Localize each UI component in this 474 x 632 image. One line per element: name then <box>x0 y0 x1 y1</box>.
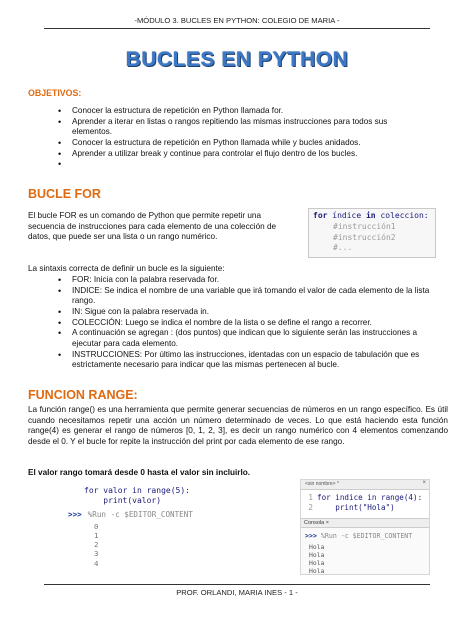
header-divider <box>44 28 430 29</box>
page-title: BUCLES EN PYTHON <box>125 48 349 71</box>
code-line: print("Hola") <box>317 503 395 513</box>
output-line: 4 <box>94 558 99 568</box>
code-variable: índice <box>327 211 366 220</box>
list-item: • Conocer la estructura de repetición en Python llamada for. <box>58 106 428 117</box>
run-text: %Run -c $EDITOR_CONTENT <box>87 509 193 519</box>
code-collection: coleccion: <box>375 211 429 220</box>
close-icon[interactable]: × <box>422 480 426 486</box>
line-number-gutter <box>303 493 317 516</box>
list-item: • INDICE: Se indica el nombre de una variable que irá tomando el valor de cada elemento de la lista rango. <box>58 286 434 307</box>
code-keyword-in: in <box>365 211 376 220</box>
code-comment: #instrucción1 <box>333 221 396 231</box>
output-line: 3 <box>94 549 99 559</box>
output-line: 0 <box>94 521 99 531</box>
output-line: 2 <box>94 540 99 550</box>
syntax-intro: La sintaxis correcta de definir un bucle es la siguiente: <box>28 264 225 273</box>
output-line: Hola <box>309 542 325 551</box>
list-item: • COLECCIÓN: Luego se indica el nombre de la lista o se define el rango a recorrer. <box>58 318 434 329</box>
funcion-range-heading: FUNCION RANGE: <box>28 388 138 402</box>
shell-prompt: >>> <box>305 532 317 540</box>
editor-tab[interactable] <box>301 480 429 490</box>
line-number: 2 <box>308 503 313 513</box>
for-syntax-code-box <box>308 208 436 258</box>
funcion-range-paragraph: La función range() es una herramienta que permite generar secuencias de números en un rango específico. Es útil cuando necesitamos repetir una acción un número determinado de veces. Lo que está haciendo esta función range(4) es generar el rango de números [0, 1, 2, 3], es decir un rango numérico con 4 elementos comenzando desde el 0. Y el bucle for repite la instrucción del print por cada elemento de ese rango. <box>28 405 448 446</box>
code-editor[interactable] <box>301 490 429 518</box>
objetivos-list <box>58 106 428 169</box>
line-number: 1 <box>308 493 313 502</box>
list-item: • FOR: Inicia con la palabra reservada for. <box>58 275 434 286</box>
example-range-5-panel <box>68 486 248 574</box>
shell-prompt: >>> <box>68 509 82 519</box>
objetivos-heading: OBJETIVOS: <box>28 88 82 98</box>
run-command <box>301 528 429 541</box>
code-keyword-for: for <box>313 211 328 220</box>
console-tab[interactable]: Consola × <box>301 518 429 528</box>
bucle-for-intro: El bucle FOR es un comando de Python que permite repetir una secuencia de instrucciones para cada elemento de una colección de datos, que puede ser una lista o un rango numérico. <box>28 211 277 242</box>
run-text: %Run -c $EDITOR_CONTENT <box>320 532 413 540</box>
list-item: • Conocer la estructura de repetición en Python llamada while y bucles anidados. <box>58 138 428 149</box>
list-item: • Aprender a iterar en listas o rangos repitiendo las mismas instrucciones para todos sus elementos. <box>58 117 428 138</box>
code-comment: #instrucción2 <box>333 232 396 242</box>
page-footer: PROF. ORLANDI, MARIA INES - 1 - <box>176 588 298 597</box>
output-line: Hola <box>309 566 325 575</box>
run-command <box>68 510 248 520</box>
editor-tab-label: <sin nombre> * <box>305 481 339 487</box>
syntax-list <box>58 275 434 371</box>
code-line: for valor in range(5): <box>84 486 190 495</box>
console-output <box>301 543 429 575</box>
example-range-4-ide <box>300 479 430 575</box>
console-output <box>68 522 248 568</box>
list-item: • Aprender a utilizar break y continue para controlar el flujo dentro de los bucles. <box>58 149 428 160</box>
output-line: Hola <box>309 550 325 559</box>
list-item: • INSTRUCCIONES: Por último las instrucciones, identadas con un espacio de tabulación que es estrictamente necesario para indicar que las mismas pertenecen al bucle. <box>58 350 434 371</box>
code-line: for indice in range(4): <box>317 493 423 502</box>
bucle-for-heading: BUCLE FOR <box>28 187 101 201</box>
range-note: El valor rango tomará desde 0 hasta el valor sin incluirlo. <box>28 468 251 477</box>
page-header: -MÓDULO 3. BUCLES EN PYTHON: COLEGIO DE MARIA - <box>134 16 340 25</box>
code-line: print(valor) <box>84 496 162 506</box>
code-comment: #... <box>333 243 353 253</box>
footer-divider <box>44 584 430 585</box>
output-line: Hola <box>309 558 325 567</box>
output-line: 1 <box>94 530 99 540</box>
list-item: • IN: Sigue con la palabra reservada in. <box>58 307 434 318</box>
list-item: • A continuación se agregan : (dos puntos) que indican que lo siguiente serán las instrucciones a ejecutar para cada elemento. <box>58 328 434 349</box>
list-item <box>58 159 428 169</box>
